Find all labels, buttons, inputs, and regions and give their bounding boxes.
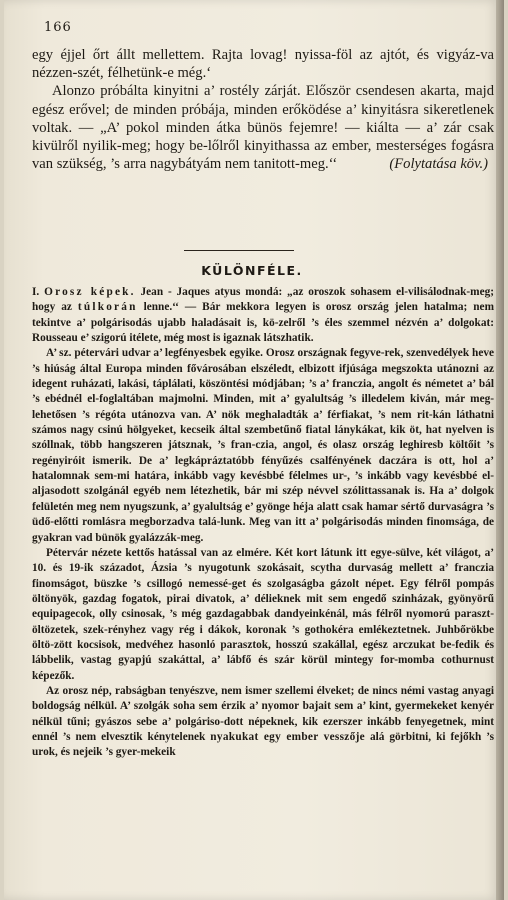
- section-divider: [184, 250, 294, 251]
- section-heading: KÜLÖNFÉLE.: [201, 263, 303, 278]
- continuation-note: (Folytatása köv.): [389, 156, 488, 173]
- article-paragraph: Pétervár nézete kettős hatással van az elmére. Két kort látunk itt egye-sülve, két világot, a’ 10. és 19-ik századot, Ázsia ’s nyugotunk szokásait, scytha durvaság mellett a’ franczia finomságot, büszke ’s csillogó nemessé-get és szolgaságba gázolt népet. Egy félről pompás öltönyök, gazdag fogatok, pirai divatok, a’ délieknek mit sem engedő szinházak, gyönyörű equipagecok, olly csinosak, ’s még gazdagabbak dandyeinkénál, más félről nyomorú paraszt-öltözetek, szek-rényhez vagy rég i dákok, koronak ’s gothokéra emlékeztetnek. Juhbőrökbe öltö-zött kocsisok, medvéhez hasonló parasztok, hosszú szakállal, egész arczukat be-fedik és lábbelik, vastag gyapjú szakáttal, a’ lábfő és szár körül mintegy for-momba cothurnust képezők.: [32, 546, 494, 682]
- emphasized-phrase: nyakukat egy ember vesszője: [210, 730, 365, 743]
- article-paragraph: A’ sz. pétervári udvar a’ legfényesbek egyike. Orosz országnak fegyve-rek, szenvedélyek heve ’s hiúság által Europa minden fővárosában elszéledt, elbizott ifjúsága megszokta utánozni az idegent ruházati, lakási, táplálati, köszöntési módjában; ’s a’ franczia, angolt és németet a’ bál ’s ebédnél el-foglaltában majmolni. Minden, mit a’ gyalultság ’s illedelem kiván, már meg-lehetősen ’s régóta utánozva van. A’ nök meghaladták a’ férfiakat, ’s nem rit-kán láthatni számos nagy csinú hölgyeket, kecseik által szembetűnő fiatal lánykákat, kik öt, hat nyelven is szóllnak, több hangszeren játsznak, ’s fran-czia, angol, és olasz ország leghiresb költőit ’s regényiróit ismerik. De a’ legkápráztatóbb fényűzés csalfényének daczára is ott, hol a’ hatalomnak sem-mi határa, inkább vagy kevésbbé félelmes ur-, ’s inkább vagy kevésbbé el-aljasodott szolgánál egyéb nem létezhetik, bár mi szép névvel szólittassanak is. Ha a’ dolgok felületén meg nem nyugszunk, a’ gyalultság e’ gyönge héja alatt csak hamar sértő durvaságra ’s üdő-előtti romlásra megborzadva talá-lunk. Meg van itt a’ polgárisodás minden finomsága, de gyakran vad bünök gyalázzák-meg.: [32, 347, 494, 544]
- emphasized-word: túlkorán: [77, 301, 138, 314]
- article-number: I.: [32, 286, 40, 298]
- article-text: alá görbitni, ki fejőkh ’s urok, és nejeik ’s gyer-mekeik: [32, 730, 495, 759]
- story-paragraph: [32, 82, 494, 173]
- page-number: 166: [44, 20, 72, 35]
- article-paragraph: [32, 684, 494, 761]
- book-page: [4, 0, 500, 900]
- article-text: Jean - Jaques atyus mondá: „az oroszok sohasem el-vilisálodnak-meg; hogy az: [32, 286, 495, 314]
- article-paragraph: [32, 285, 494, 346]
- story-continuation: [32, 46, 494, 173]
- story-paragraph: egy éjjel őrt állt mellettem. Rajta lovag! nyissa-föl az ajtót, és vigyáz-va nézzen-szét, félhetünk-e még.‘: [32, 47, 494, 82]
- story-text: Alonzo próbálta kinyitni a’ rostély zárját. Először csendesen akarta, majd egész erővel; de minden próbája, minden erőködése a’ kinyitásra sikeretlenek voltak. — „A’ pokol minden átka bünös fejemre! — kiálta — a’ zár csak kivülről nyilik-meg; hogy be-lőlről kinyithassa az ember, mesterséges fogásra van szükség, ’s arra nagybátyám nem tanitott-meg.‘‘: [32, 83, 494, 173]
- article-body: [32, 285, 494, 761]
- article-text: lenne.‘‘ — Bár mekkora legyen is orosz ország jelen hatalma; nem tekintve a’ polgárisodás ujabb haladásait is, kö-zelről ’s éles szemmel nézvén a’ dolgokat: Rousseau e’ szigorú itélete, még most is igaznak látszhatik.: [32, 301, 494, 345]
- article-text: Az orosz nép, rabságban tenyészve, nem ismer szellemi élveket; de nincs némi vastag anyagi boldogság nélkül. A’ szolgák soha sem érzik a’ nyomor bajait sem a’ kint, gyermekeket kenyér nélkül tűni; gyászos sebe a’ polgáriso-dott népeknek, kik ezerszer inkább fenyegetnek, mint ennél ’s nem elvesztik kénytelenek: [32, 684, 494, 743]
- article-title: Orosz képek.: [44, 286, 136, 298]
- page-edge: [496, 0, 504, 900]
